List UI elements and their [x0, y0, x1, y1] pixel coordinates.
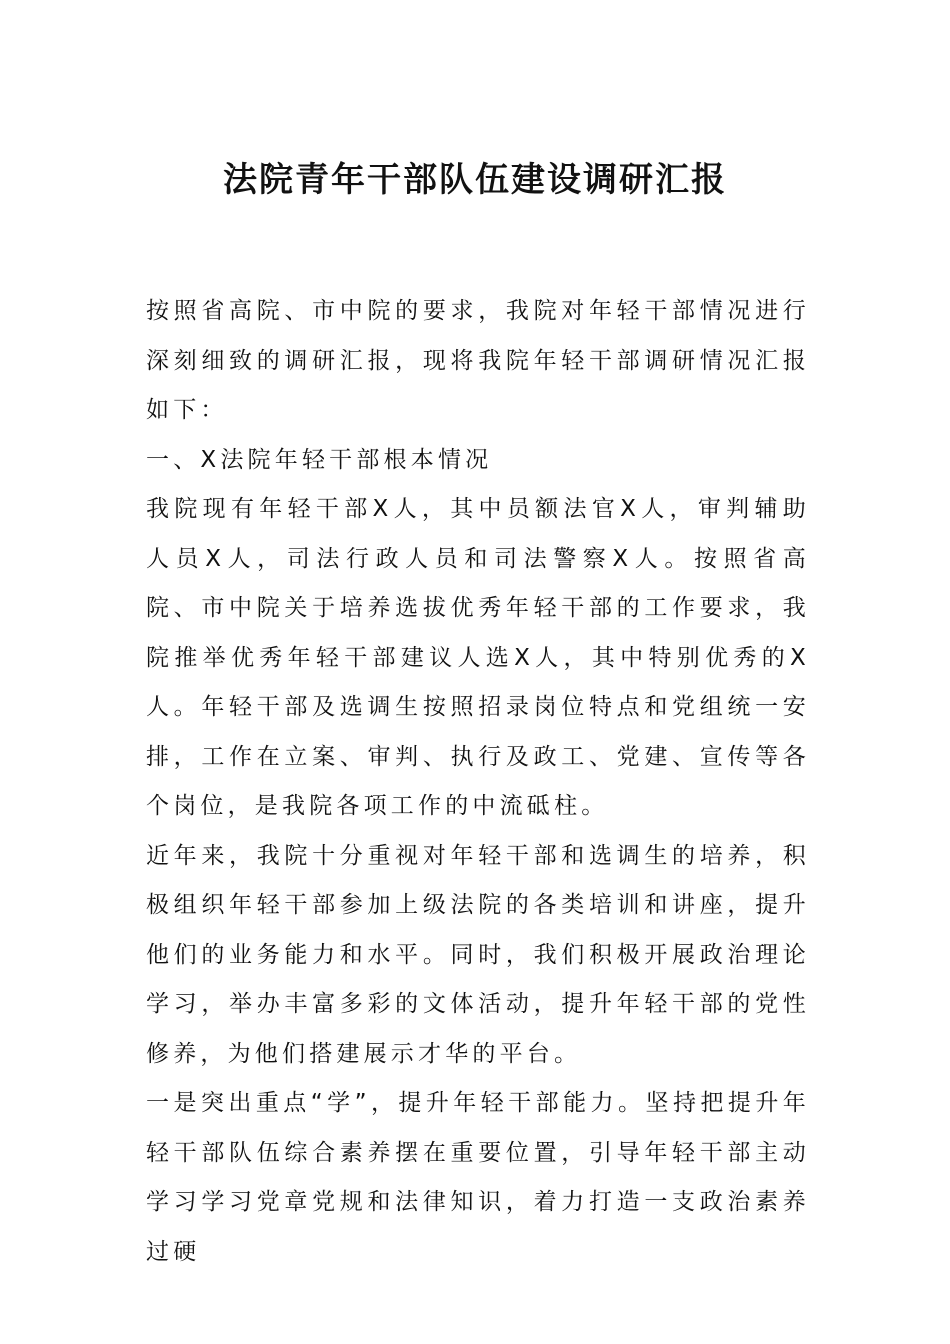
document-body	[146, 287, 810, 1277]
paragraph-intro: 按照省高院、市中院的要求，我院对年轻干部情况进行深刻细致的调研汇报，现将我院年轻干部调研情况汇报如下：	[146, 298, 810, 423]
paragraph-basic-situation: 我院现有年轻干部X人，其中员额法官X人，审判辅助人员X人，司法行政人员和司法警察X人。按照省高院、市中院关于培养选拔优秀年轻干部的工作要求，我院推举优秀年轻干部建议人选X人，其中特别优秀的X人。年轻干部及选调生按照招录岗位特点和党组统一安排，工作在立案、审判、执行及政工、党建、宣传等各个岗位，是我院各项工作的中流砥柱。	[146, 496, 810, 819]
section-heading: 一、X法院年轻干部根本情况	[146, 446, 493, 473]
document-title: 法院青年干部队伍建设调研汇报	[223, 160, 727, 200]
paragraph-recent-years: 近年来，我院十分重视对年轻干部和选调生的培养，积极组织年轻干部参加上级法院的各类培训和讲座，提升他们的业务能力和水平。同时，我们积极开展政治理论学习，举办丰富多彩的文体活动，提升年轻干部的党性修养，为他们搭建展示才华的平台。	[146, 842, 810, 1067]
paragraph-study-focus: 一是突出重点“学”，提升年轻干部能力。坚持把提升年轻干部队伍综合素养摆在重要位置，引导年轻干部主动学习学习党章党规和法律知识，着力打造一支政治素养过硬	[146, 1090, 810, 1265]
